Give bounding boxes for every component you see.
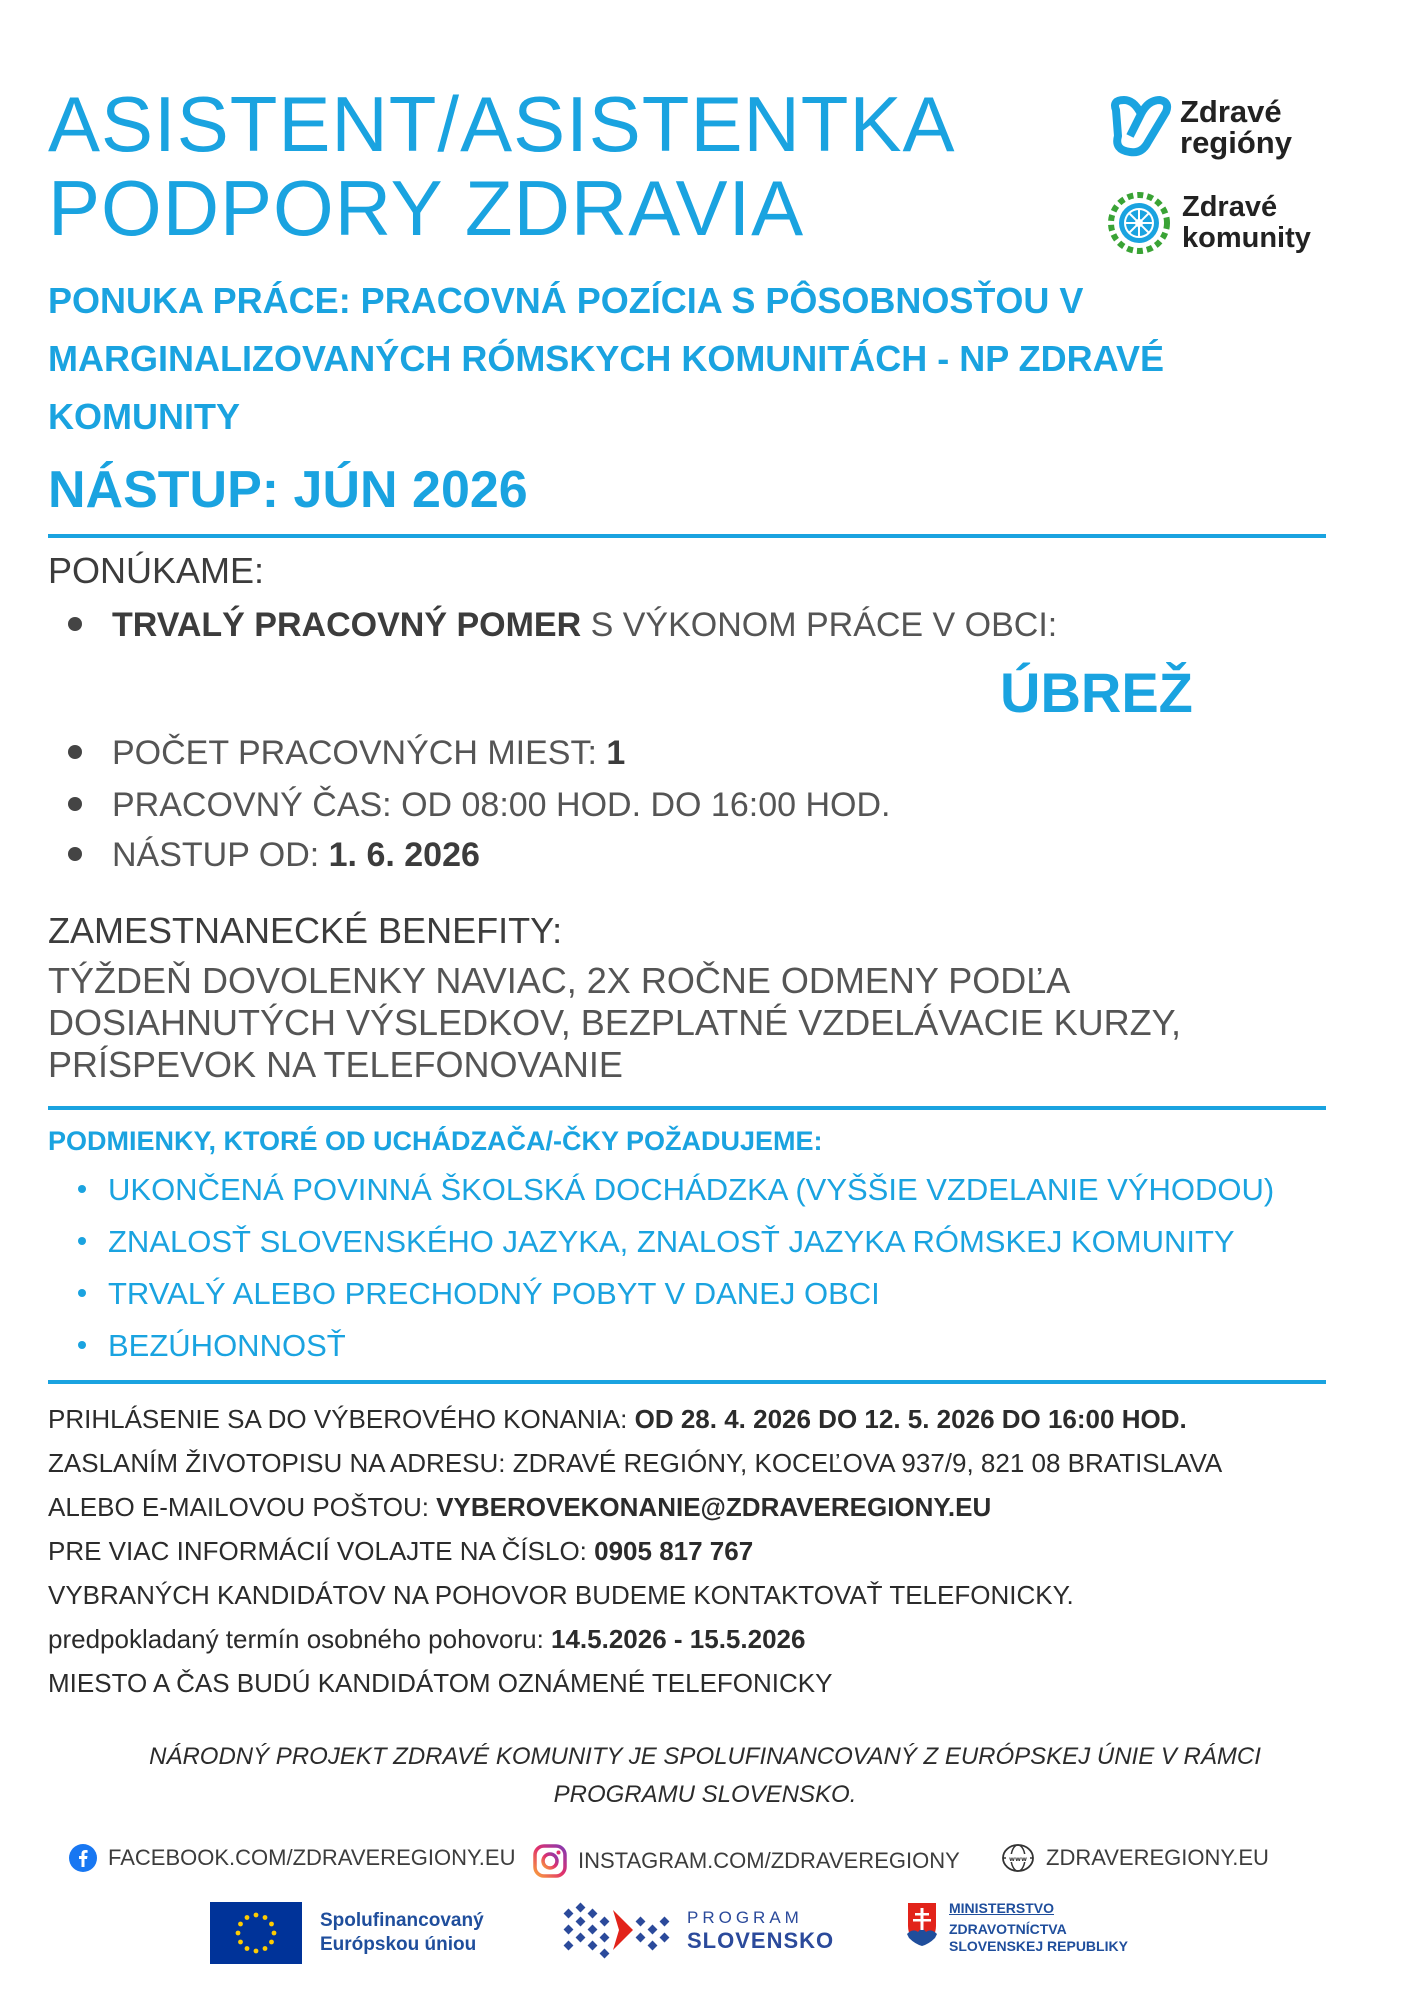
funding-note-line-1: NÁRODNÝ PROJEKT ZDRAVÉ KOMUNITY JE SPOLUFINANCOVANÝ Z EURÓPSKEJ ÚNIE V RÁMCI	[149, 1743, 1261, 1770]
zdrave-komunity-logo	[1106, 190, 1311, 256]
instagram-icon	[532, 1843, 568, 1879]
interview-date	[48, 1624, 805, 1655]
svg-text:www: www	[1008, 1855, 1028, 1863]
page-title	[48, 82, 956, 250]
divider	[48, 1106, 1326, 1110]
divider	[48, 1380, 1326, 1384]
facebook-url: FACEBOOK.COM/ZDRAVEREGIONY.EU	[108, 1845, 516, 1870]
facebook-link[interactable]	[68, 1843, 515, 1873]
contract-bold: TRVALÝ PRACOVNÝ POMER	[112, 606, 582, 644]
infinity-logo-icon	[1108, 96, 1174, 158]
logo1-line1: Zdravé	[1180, 94, 1282, 129]
phone-label: PRE VIAC INFORMÁCIÍ VOLAJTE NA ČÍSLO:	[48, 1536, 595, 1566]
bullet-icon	[68, 847, 82, 861]
instagram-link[interactable]	[532, 1843, 960, 1879]
job-subtitle	[48, 272, 1348, 446]
funding-note	[60, 1738, 1350, 1814]
offer-heading: PONÚKAME:	[48, 550, 265, 591]
offer-start-item	[68, 836, 480, 875]
requirement-item	[78, 1172, 1274, 1208]
ministry-line-3: SLOVENSKEJ REPUBLIKY	[949, 1938, 1128, 1954]
interview-date-value: 14.5.2026 - 15.5.2026	[551, 1624, 806, 1654]
subtitle-line-2: MARGINALIZOVANÝCH RÓMSKYCH KOMUNITÁCH - NP ZDRAVÉ	[48, 338, 1164, 379]
email-label: ALEBO E-MAILOVOU POŠTOU:	[48, 1492, 437, 1522]
logo2-line2: komunity	[1182, 222, 1311, 254]
benefits-text	[48, 960, 1268, 1086]
program-line-2: SLOVENSKO	[687, 1928, 835, 1953]
start-from-value: 1. 6. 2026	[328, 836, 480, 874]
bullet-icon	[68, 797, 82, 811]
application-email	[48, 1492, 991, 1523]
eu-flag-icon	[210, 1902, 302, 1964]
benefits-line-2: DOSIAHNUTÝCH VÝSLEDKOV, BEZPLATNÉ VZDELÁVACIE KURZY,	[48, 1002, 1181, 1043]
hours-text: PRACOVNÝ ČAS: OD 08:00 HOD. DO 16:00 HOD.	[112, 786, 891, 824]
bullet-icon	[68, 617, 82, 631]
application-period-value: OD 28. 4. 2026 DO 12. 5. 2026 DO 16:00 HOD.	[634, 1404, 1187, 1434]
instagram-url: INSTAGRAM.COM/ZDRAVEREGIONY	[578, 1848, 960, 1873]
requirement-item	[78, 1224, 1235, 1260]
interview-place-note: MIESTO A ČAS BUDÚ KANDIDÁTOM OZNÁMENÉ TELEFONICKY	[48, 1668, 833, 1698]
program-slovensko-icon	[555, 1900, 677, 1962]
application-address: ZASLANÍM ŽIVOTOPISU NA ADRESU: ZDRAVÉ REGIÓNY, KOCEĽOVA 937/9, 821 08 BRATISLAVA	[48, 1448, 1223, 1478]
bullet-icon	[78, 1185, 86, 1193]
subtitle-line-1: PONUKA PRÁCE: PRACOVNÁ POZÍCIA S PÔSOBNOSŤOU V	[48, 280, 1084, 321]
eu-line-1: Spolufinancovaný	[320, 1910, 484, 1931]
offer-hours-item	[68, 786, 890, 825]
slovak-coat-of-arms-icon	[905, 1900, 939, 1948]
website-url: ZDRAVEREGIONY.EU	[1046, 1845, 1269, 1870]
requirement-text: TRVALÝ ALEBO PRECHODNÝ POBYT V DANEJ OBCI	[108, 1276, 880, 1311]
facebook-icon	[68, 1843, 98, 1873]
benefits-heading: ZAMESTNANECKÉ BENEFITY:	[48, 910, 563, 951]
subtitle-line-3: KOMUNITY	[48, 396, 240, 437]
positions-label: POČET PRACOVNÝCH MIEST:	[112, 734, 607, 772]
requirement-item	[78, 1276, 880, 1312]
globe-icon	[1000, 1843, 1036, 1873]
benefits-line-3: PRÍSPEVOK NA TELEFONOVANIE	[48, 1044, 623, 1085]
ministry-logo	[905, 1900, 1128, 1955]
logo1-line2: regióny	[1180, 125, 1292, 160]
phone-number[interactable]: 0905 817 767	[594, 1536, 754, 1566]
program-line-1: PROGRAM	[687, 1908, 803, 1927]
town-name: ÚBREŽ	[1000, 661, 1193, 724]
logo2-line1: Zdravé	[1182, 191, 1278, 223]
requirement-text: ZNALOSŤ SLOVENSKÉHO JAZYKA, ZNALOSŤ JAZYKA RÓMSKEJ KOMUNITY	[108, 1224, 1235, 1259]
divider	[48, 534, 1326, 538]
application-period	[48, 1404, 1187, 1435]
bullet-icon	[68, 745, 82, 759]
contract-rest: S VÝKONOM PRÁCE V OBCI:	[581, 606, 1058, 644]
zdrave-regiony-logo	[1108, 96, 1292, 158]
application-period-label: PRIHLÁSENIE SA DO VÝBEROVÉHO KONANIA:	[48, 1404, 635, 1434]
title-line-2: PODPORY ZDRAVIA	[48, 164, 805, 252]
title-line-1: ASISTENT/ASISTENTKA	[48, 80, 956, 168]
bullet-icon	[78, 1237, 86, 1245]
eu-line-2: Európskou úniou	[320, 1934, 477, 1955]
ministry-line-2: ZDRAVOTNÍCTVA	[949, 1921, 1067, 1937]
requirement-text: BEZÚHONNOSŤ	[108, 1328, 346, 1363]
eu-logo	[210, 1902, 484, 1964]
bullet-icon	[78, 1341, 86, 1349]
requirement-text: UKONČENÁ POVINNÁ ŠKOLSKÁ DOCHÁDZKA (VYŠŠIE VZDELANIE VÝHODOU)	[108, 1172, 1275, 1207]
contact-phone	[48, 1536, 753, 1567]
wheel-logo-icon	[1106, 190, 1172, 256]
start-from-label: NÁSTUP OD:	[112, 836, 329, 874]
requirement-item	[78, 1328, 346, 1364]
interview-contact-note: VYBRANÝCH KANDIDÁTOV NA POHOVOR BUDEME KONTAKTOVAŤ TELEFONICKY.	[48, 1580, 1074, 1610]
requirements-heading: PODMIENKY, KTORÉ OD UCHÁDZAČA/-ČKY POŽADUJEME:	[48, 1126, 823, 1156]
email-link[interactable]: VYBEROVEKONANIE@ZDRAVEREGIONY.EU	[436, 1492, 992, 1522]
funding-note-line-2: PROGRAMU SLOVENSKO.	[553, 1781, 857, 1808]
positions-value: 1	[606, 734, 626, 772]
bullet-icon	[78, 1289, 86, 1297]
start-date-heading: NÁSTUP: JÚN 2026	[48, 461, 528, 519]
offer-positions-item	[68, 734, 625, 773]
benefits-line-1: TÝŽDEŇ DOVOLENKY NAVIAC, 2X ROČNE ODMENY PODĽA	[48, 960, 1071, 1001]
program-slovensko-logo	[555, 1900, 834, 1962]
offer-contract-item	[68, 606, 1057, 645]
interview-date-label: predpokladaný termín osobného pohovoru:	[48, 1624, 552, 1654]
ministry-line-1: MINISTERSTVO	[949, 1900, 1055, 1916]
website-link[interactable]	[1000, 1843, 1269, 1873]
